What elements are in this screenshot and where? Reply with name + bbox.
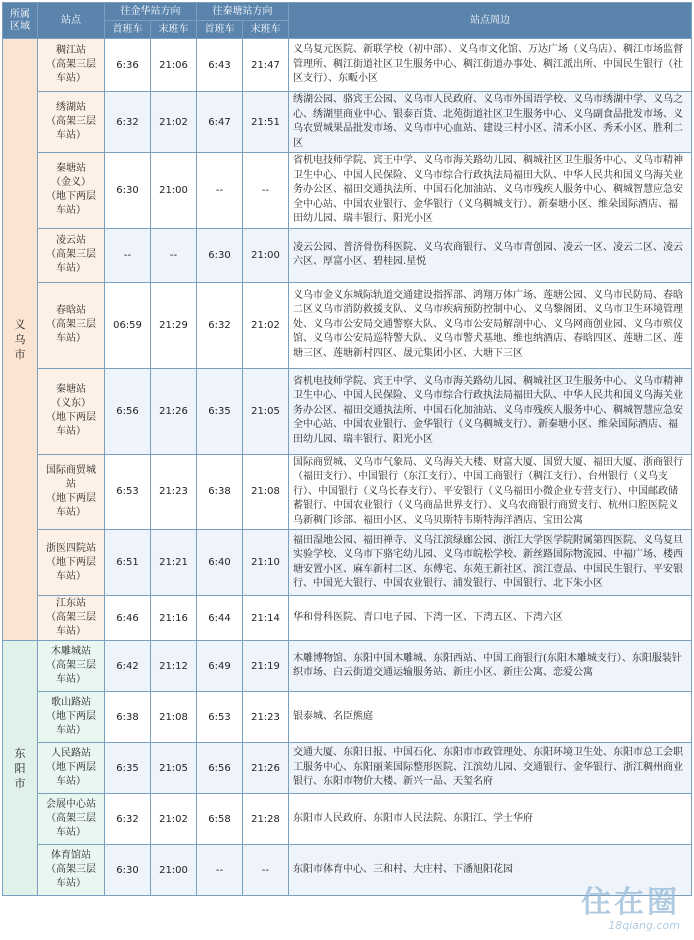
station-surroundings: 福田湿地公园、福田禅寺、义乌江滨绿廊公园、浙江大学医学院附属第四医院、义乌复旦实验学校、义乌市下骆宅幼儿园、义乌市皖松学校、新丝路国际物流园、中福广场、楼西塘安置小区、麻车新村二区、东傅宅、东苑王新社区、滨江壹品、中国民生银行、平安银行、中国光大银行、中国农业银行、浦发银行、中国银行、北下朱小区 xyxy=(289,530,692,596)
station-surroundings: 省机电技师学院、宾王中学、义乌市海关路幼儿园、稠城社区卫生服务中心、义乌市精神卫生中心、中国人民保险、义乌市综合行政执法局福田大队、中华人民共和国义乌海关业务办公区、福田交通执法所、中国石化加油站、义乌市残疾人服务中心、稠城智慧应急安全中心站、中国农业银行、金华银行（义乌稠城支行）、新秦塘小区、维朵国际酒店、福田幼儿园、瑞丰银行、阳光小区 xyxy=(289,153,692,229)
station-surroundings: 银泰城、名臣熊庭 xyxy=(289,692,692,743)
jinhua-first-time: 6:30 xyxy=(105,153,151,229)
table-row xyxy=(3,596,692,641)
jinhua-first-time: -- xyxy=(105,228,151,282)
header-qt-last: 末班车 xyxy=(243,21,289,39)
header-jh-last: 末班车 xyxy=(151,21,197,39)
table-row xyxy=(3,39,692,92)
jinhua-first-time: 06:59 xyxy=(105,282,151,368)
header-dir-jinhua: 往金华站方向 xyxy=(105,3,197,21)
region-name: 义乌市 xyxy=(14,318,26,361)
qintang-last-time: 21:02 xyxy=(243,282,289,368)
qintang-last-time: 21:10 xyxy=(243,530,289,596)
station-surroundings: 义乌复元医院、新联学校（初中部）、义乌市文化馆、万达广场（义乌店）、稠江市场监督管理所、稠江街道社区卫生服务中心、稠江街道办事处、稠江派出所、中国民生银行（社区支行）、东畈小区 xyxy=(289,39,692,92)
qintang-first-time: 6:32 xyxy=(197,282,243,368)
header-surroundings: 站点周边 xyxy=(289,3,692,39)
jinhua-last-time: 21:05 xyxy=(151,743,197,794)
station-name: 木雕城站 （高架三层 车站） xyxy=(38,641,105,692)
qintang-first-time: 6:47 xyxy=(197,92,243,153)
station-surroundings: 交通大厦、东阳日报、中国石化、东阳市市政管理处、东阳环境卫生处、东阳市总工会职工服务中心、东阳丽莱国际整形医院、江滨幼儿园、交通银行、金华银行、浙江稠州商业银行、东阳市物价大楼、新兴一品、天玺名府 xyxy=(289,743,692,794)
qintang-first-time: -- xyxy=(197,153,243,229)
station-name: 春晗站 （高架三层 车站） xyxy=(38,282,105,368)
qintang-last-time: 21:47 xyxy=(243,39,289,92)
jinhua-last-time: 21:29 xyxy=(151,282,197,368)
qintang-first-time: 6:56 xyxy=(197,743,243,794)
jinhua-last-time: 21:06 xyxy=(151,39,197,92)
schedule-body xyxy=(3,39,692,896)
qintang-first-time: 6:44 xyxy=(197,596,243,641)
metro-schedule-table xyxy=(2,2,692,896)
station-surroundings: 国际商贸城、义乌市气象局、义乌海关大楼、财富大厦、国贸大厦、福田大厦、浙商银行（福田支行）、中国银行（东江支行）、中国工商银行（稠江支行）、台州银行（义乌支行）、中国银行（义乌长春支行）、平安银行（义乌福田小微企业专营支行）、中国邮政储蓄银行、中国农业银行（义乌商品世界支行）、义乌农商银行商贸支行、杭州口腔医院义乌新稠门诊部、福田小区、义乌贝斯特韦斯特海洋酒店、宝田公寓 xyxy=(289,454,692,530)
station-name: 浙医四院站 （地下两层 车站） xyxy=(38,530,105,596)
table-row xyxy=(3,454,692,530)
jinhua-last-time: 21:21 xyxy=(151,530,197,596)
qintang-last-time: 21:14 xyxy=(243,596,289,641)
station-surroundings: 省机电技师学院、宾王中学、义乌市海关路幼儿园、稠城社区卫生服务中心、义乌市精神卫生中心、中国人民保险、义乌市综合行政执法局福田大队、中华人民共和国义乌海关业务办公区、福田交通执法所、中国石化加油站、义乌市残疾人服务中心、稠城智慧应急安全中心站、中国农业银行、金华银行（义乌稠城支行）、新秦塘小区、维朵国际酒店、福田幼儿园、瑞丰银行、阳光小区 xyxy=(289,368,692,454)
header-dir-qintang: 往秦塘站方向 xyxy=(197,3,289,21)
station-name: 体育馆站 （高架三层 车站） xyxy=(38,845,105,896)
jinhua-last-time: -- xyxy=(151,228,197,282)
jinhua-last-time: 21:23 xyxy=(151,454,197,530)
qintang-last-time: -- xyxy=(243,845,289,896)
jinhua-first-time: 6:53 xyxy=(105,454,151,530)
station-name: 绣湖站 （高架三层 车站） xyxy=(38,92,105,153)
watermark-url: 18qiang.com xyxy=(608,919,680,932)
table-row xyxy=(3,92,692,153)
station-name: 国际商贸城 站 （地下两层 车站） xyxy=(38,454,105,530)
jinhua-first-time: 6:46 xyxy=(105,596,151,641)
station-name: 人民路站 （地下两层 车站） xyxy=(38,743,105,794)
region-cell xyxy=(3,641,38,896)
table-row xyxy=(3,641,692,692)
jinhua-first-time: 6:32 xyxy=(105,92,151,153)
table-row xyxy=(3,845,692,896)
qintang-first-time: 6:40 xyxy=(197,530,243,596)
jinhua-last-time: 21:16 xyxy=(151,596,197,641)
jinhua-first-time: 6:30 xyxy=(105,845,151,896)
table-row xyxy=(3,153,692,229)
qintang-first-time: 6:53 xyxy=(197,692,243,743)
table-row xyxy=(3,530,692,596)
watermark-text: 住在圈 xyxy=(581,885,680,920)
station-surroundings: 东阳市体育中心、三和村、大庄村、下潘旭阳花园 xyxy=(289,845,692,896)
qintang-first-time: -- xyxy=(197,845,243,896)
jinhua-last-time: 21:26 xyxy=(151,368,197,454)
jinhua-last-time: 21:00 xyxy=(151,153,197,229)
table-row xyxy=(3,794,692,845)
qintang-last-time: 21:05 xyxy=(243,368,289,454)
jinhua-first-time: 6:32 xyxy=(105,794,151,845)
station-name: 秦塘站 （义东） （地下两层 车站） xyxy=(38,368,105,454)
jinhua-last-time: 21:08 xyxy=(151,692,197,743)
header-station: 站点 xyxy=(38,3,105,39)
station-surroundings: 义乌市金义东城际轨道交通建设指挥部、鸿翔万体广场、莲塘公园、义乌市民防局、春晗二区义乌市消防救援支队、义乌市疾病预防控制中心、义乌黎阁团、义乌市卫生环境管理处、义乌市公安局交通警察大队、义乌市公安局解剖中心、义乌网商创业园、义乌市殡仪馆、义乌市公安局巡特警大队、义乌市警犬基地、维也纳酒店、春晗四区、莲塘二区、莲塘三区、莲塘新村四区、晟元集团小区、大塘下三区 xyxy=(289,282,692,368)
qintang-last-time: 21:19 xyxy=(243,641,289,692)
jinhua-first-time: 6:38 xyxy=(105,692,151,743)
station-name: 江东站 （高架三层 车站） xyxy=(38,596,105,641)
qintang-last-time: 21:28 xyxy=(243,794,289,845)
jinhua-first-time: 6:36 xyxy=(105,39,151,92)
qintang-first-time: 6:35 xyxy=(197,368,243,454)
station-name: 歌山路站 （地下两层 车站） xyxy=(38,692,105,743)
jinhua-first-time: 6:51 xyxy=(105,530,151,596)
qintang-last-time: 21:00 xyxy=(243,228,289,282)
station-surroundings: 木雕博物馆、东阳中国木雕城、东阳西站、中国工商银行(东阳木雕城支行）、东阳服装针织市场、白云街道交通运输服务站、新庄小区、新庄公寓、恋爱公寓 xyxy=(289,641,692,692)
qintang-last-time: 21:08 xyxy=(243,454,289,530)
station-surroundings: 绣湖公园、骆宾王公园、义乌市人民政府、义乌市外国语学校、义乌市绣湖中学、义乌之心、绣湖里商业中心、银泰百货、北苑街道社区卫生服务中心、义乌副食品批发市场、义乌农贸城果品批发市场、义乌市中心血站、建设三村小区、清禾小区、秀禾小区、胜利二区 xyxy=(289,92,692,153)
jinhua-first-time: 6:35 xyxy=(105,743,151,794)
header-region: 所属 区域 xyxy=(3,3,38,39)
qintang-last-time: 21:23 xyxy=(243,692,289,743)
station-name: 凌云站 （高架三层 车站） xyxy=(38,228,105,282)
station-name: 稠江站 （高架三层 车站） xyxy=(38,39,105,92)
station-surroundings: 凌云公园、普济骨伤科医院、义乌农商银行、义乌市青创园、凌云一区、凌云二区、凌云六区、厚富小区、碧桂园.星悦 xyxy=(289,228,692,282)
qintang-first-time: 6:58 xyxy=(197,794,243,845)
table-row xyxy=(3,282,692,368)
station-name: 会展中心站 （高架三层 车站） xyxy=(38,794,105,845)
jinhua-first-time: 6:56 xyxy=(105,368,151,454)
region-cell xyxy=(3,39,38,641)
station-name: 秦塘站 （金义） （地下两层 车站） xyxy=(38,153,105,229)
qintang-first-time: 6:30 xyxy=(197,228,243,282)
region-name: 东阳市 xyxy=(14,746,26,790)
table-row xyxy=(3,368,692,454)
jinhua-last-time: 21:12 xyxy=(151,641,197,692)
jinhua-first-time: 6:42 xyxy=(105,641,151,692)
station-surroundings: 华和骨科医院、青口电子园、下湾一区、下湾五区、下湾六区 xyxy=(289,596,692,641)
qintang-first-time: 6:49 xyxy=(197,641,243,692)
qintang-first-time: 6:38 xyxy=(197,454,243,530)
table-row xyxy=(3,228,692,282)
jinhua-last-time: 21:00 xyxy=(151,845,197,896)
qintang-last-time: 21:26 xyxy=(243,743,289,794)
table-row xyxy=(3,743,692,794)
jinhua-last-time: 21:02 xyxy=(151,92,197,153)
jinhua-last-time: 21:02 xyxy=(151,794,197,845)
header-qt-first: 首班车 xyxy=(197,21,243,39)
station-surroundings: 东阳市人民政府、东阳市人民法院、东阳江、学士华府 xyxy=(289,794,692,845)
table-row xyxy=(3,692,692,743)
qintang-last-time: -- xyxy=(243,153,289,229)
qintang-last-time: 21:51 xyxy=(243,92,289,153)
qintang-first-time: 6:43 xyxy=(197,39,243,92)
header-jh-first: 首班车 xyxy=(105,21,151,39)
